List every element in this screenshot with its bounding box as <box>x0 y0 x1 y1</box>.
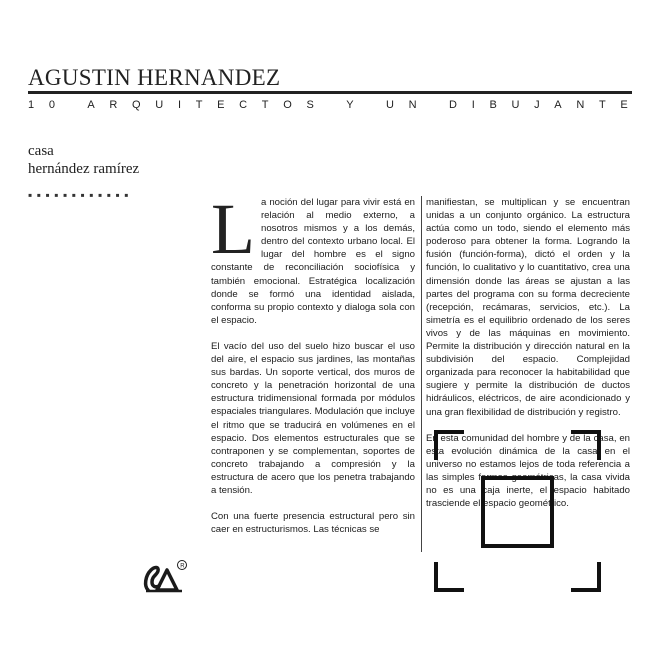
subtitle-letter: T <box>195 99 203 111</box>
subtitle-letter: T <box>261 99 269 111</box>
book-subtitle <box>28 98 628 112</box>
subtitle-letter: N <box>408 99 417 111</box>
project-title-line1: casa <box>28 143 54 159</box>
subtitle-letter: Q <box>132 99 141 111</box>
subtitle-letter: A <box>87 99 95 111</box>
subtitle-letter <box>328 98 331 112</box>
subtitle-letter: E <box>620 99 628 111</box>
paragraph-4: manifiestan, se multiplican y se encuentran unidas a un conjunto orgánico. La estructura actúa como un todo, siendo el elemento más poderoso para obtener la forma. Logrando la fusión (función-forma), dictó el orden y la función, lo cualitativo y lo cuantitativo, crea una dimensión donde las áreas se ajustan a las partes del programa con su forma decreciente (recepción, recámaras, servicios, etc.). La simetría es el equilibrio ordenado de los seres vivos y de las máquinas en movimiento. Permite la distribución y dirección natural en la subdivisión del espacio. Complejidad organizada para reconocer la habitabilidad que sugiere y permite la distribución de ductos hidráulicos, eléctricos, de aire acondicionado y una gran flexibilidad de distribución y registro. <box>426 197 630 418</box>
paragraph-2: El vacío del uso del suelo hizo buscar el uso del aire, el espacio sus jardines, las montañas sus bardas. Un soporte vertical, dos muros de concreto y la penetración horizontal de una estructura tridimensional formada por módulos espaciales triangulares. Modulación que incluye el ritmo que se traducirá en volúmenes en el espacio. Dos elementos estructurales que se contraponen y se complementan, soportes de concreto trabajando a compresión y la estructura de acero que los penetra trabajando a tensión. <box>211 340 415 496</box>
paragraph-1: a noción del lugar para vivir está en relación al medio externo, a nosotros mismos y a los demás, dentro del contexto urbano local. El lugar del hombre es el signo constante de reconciliación sociofísica y también emocional. Estratégica localización donde se formó una identidad aislada, conforma su propio contexto y dialoga sola con el espacio. <box>211 197 415 326</box>
publisher-logo-icon <box>142 556 192 596</box>
subtitle-letter: J <box>534 99 540 111</box>
subtitle-letter: B <box>489 99 497 111</box>
author-name: AGUSTIN HERNANDEZ <box>28 65 281 90</box>
project-title-line2: hernández ramírez <box>28 161 140 177</box>
subtitle-letter: R <box>109 99 118 111</box>
focus-corner-bottom-left <box>434 562 464 592</box>
subtitle-letter: Y <box>346 99 354 111</box>
article-column-left <box>211 189 415 549</box>
subtitle-letter: O <box>283 99 292 111</box>
focus-box[interactable] <box>481 476 554 548</box>
subtitle-letter: E <box>217 99 225 111</box>
subtitle-letter: D <box>449 99 457 111</box>
svg-text:R: R <box>180 563 185 570</box>
focus-corner-top-right <box>571 430 601 460</box>
subtitle-letter: A <box>554 99 562 111</box>
column-divider <box>421 196 422 552</box>
focus-corner-bottom-right <box>571 562 601 592</box>
drop-cap: L <box>211 189 255 269</box>
subtitle-letter: I <box>177 99 181 111</box>
paragraph-3: Con una fuerte presencia estructural pero sin caer en estructurismos. Las técnicas se <box>211 511 415 536</box>
header-rule <box>28 91 632 94</box>
article-column-right <box>426 196 630 523</box>
subtitle-letter <box>368 98 371 112</box>
subtitle-letter: N <box>576 99 585 111</box>
subtitle-letter: S <box>306 99 314 111</box>
subtitle-letter: U <box>386 99 394 111</box>
dotted-separator: ▪▪▪▪▪▪▪▪▪▪▪▪ <box>28 188 134 202</box>
subtitle-letter: U <box>155 99 164 111</box>
focus-corner-top-left <box>434 430 464 460</box>
subtitle-letter: 1 <box>28 99 35 111</box>
subtitle-letter: 0 <box>48 99 55 111</box>
subtitle-letter: I <box>471 99 475 111</box>
subtitle-letter: T <box>598 99 606 111</box>
subtitle-letter: C <box>239 99 248 111</box>
paragraph-5: En esta comunidad del hombre y de la casa, en esta evolución dinámica de la casa en el universo no estamos lejos de toda referencia a las simples formas geométricas, la casa vivida no es una caja inerte, el espacio habitado trasciende el espacio geométrico. <box>426 432 630 510</box>
subtitle-letter <box>70 98 73 112</box>
subtitle-letter: U <box>511 99 520 111</box>
subtitle-letter <box>431 98 434 112</box>
